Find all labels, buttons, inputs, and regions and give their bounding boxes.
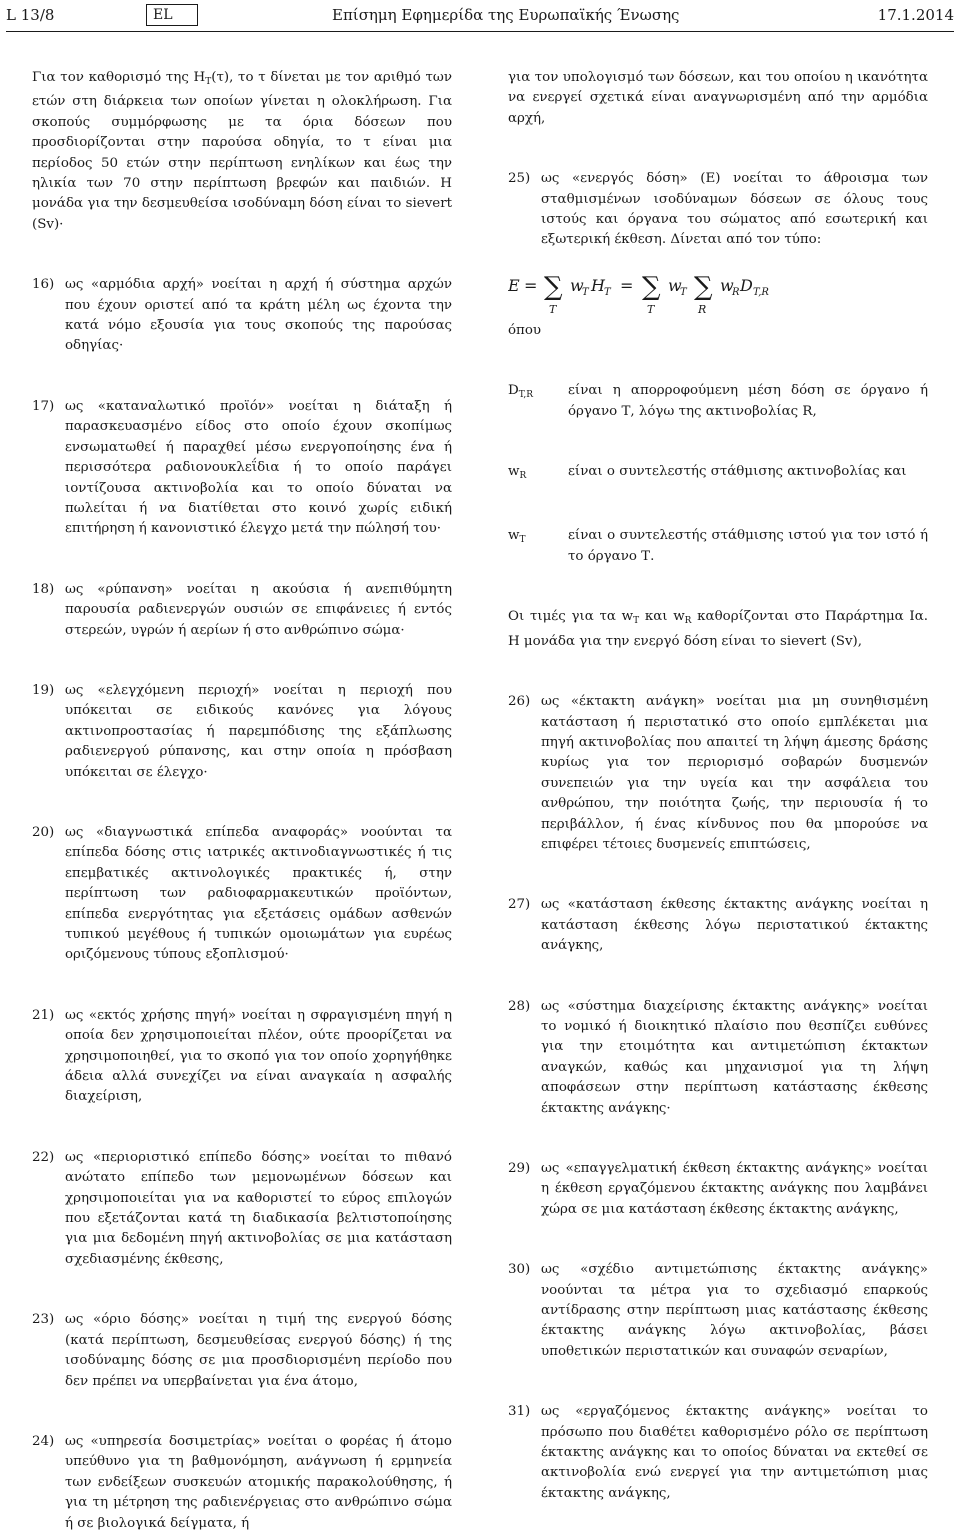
intro-pre: Για τον καθορισμό της H xyxy=(32,70,206,85)
item-text: ως «έκτακτη ανάγκη» νοείται μια μη συνηθισμένη κατάσταση ή περιστατικό στο οποίο εμπλέκεται μια πηγή ακτινοβολίας που απαιτεί τη λήψη άμεσης δράσης κυρίως για τον περιορισμό σοβαρών δυσμενών συνεπειών για την υγεία και την ασφάλεια του ανθρώπου, την ποιότητα ζωής, την περιουσία ή το περιβάλλον, ή ένας κίνδυνος που θα μπορούσε να επιφέρει τέτοιες δυσμενείς επιπτώσεις, xyxy=(541,694,928,852)
sum-symbol-3: ∑ xyxy=(694,271,713,302)
definition-21 xyxy=(32,1006,452,1108)
continuation-paragraph: για τον υπολογισμό των δόσεων, και του οποίου η ικανότητα να ενεργεί σχετικά είναι αναγνωρισμένη από την αρμόδια αρχή, xyxy=(508,70,928,126)
effective-dose-formula xyxy=(508,269,928,321)
item-text: ως «εκτός χρήσης πηγή» νοείται η σφραγισμένη πηγή η οποία δεν χρησιμοποιείται πλέον, ούτε προορίζεται να χρησιμοποιηθεί, για το σκοπό για τον οποίο χορηγήθηκε άδεια αλλά συνεχίζει να είναι αναγκαία η ασφαλής διαχείριση, xyxy=(65,1007,452,1105)
item-number: 19) xyxy=(32,682,55,698)
item-number: 31) xyxy=(508,1404,531,1420)
symbol-term: $w_R$ xyxy=(508,464,527,482)
language-code-box: EL xyxy=(146,4,198,26)
formula-lhs: E xyxy=(508,275,520,295)
item-text: ως «υπηρεσία δοσιμετρίας» νοείται ο φορέας ή άτομο υπεύθυνο για τη βαθμονόμηση, ανάγνωση ή ερμηνεία των ενδείξεων συσκευών ατομικής παρακολούθησης, ή για τη μέτρηση της ραδιενέργειας στο ανθρώπινο σώμα ή σε βιολογικά δείγματα, ή xyxy=(65,1433,452,1531)
formula-w-3: w xyxy=(720,275,734,295)
formula-w: w xyxy=(570,275,584,295)
item-text: ως «διαγνωστικά επίπεδα αναφοράς» νοούνται τα επίπεδα δόσης στις ιατρικές ακτινοδιαγνωστικές ή τις επεμβατικές ακτινολογικές πρακτικές ή, στην περίπτωση των ραδιοφαρμακευτικών προϊόντων, επίπεδα ενεργότητας για εξετάσεις ομάδων ασθενών τυπικού μεγέθους ή τυπικών ομοιωμάτων για ευρέως οριζόμενους τύπους εξοπλισμού· xyxy=(65,824,452,963)
formula-eq-2: = xyxy=(620,275,634,295)
page-header xyxy=(6,4,954,30)
sum-symbol-1: ∑ xyxy=(544,271,563,302)
issue-date: 17.1.2014 xyxy=(877,6,954,24)
item-text: ως «περιοριστικό επίπεδο δόσης» νοείται το πιθανό ανώτατο επίπεδο των μεμονωμένων δόσεων και χρησιμοποιείται για να καθοριστεί το εύρος επιλογών που εξετάζονται κατά τη διαδικασία βελτιστοποίησης για μια δεδομένη πηγή ακτινοβολίας σε μια κατάσταση σχεδιασμένης έκθεσης, xyxy=(65,1149,452,1267)
formula-w-2: w xyxy=(668,275,682,295)
formula-H-sub: T xyxy=(604,286,611,298)
item-text: ως «ενεργός δόση» (Ε) νοείται το άθροισμα των σταθμισμένων ισοδύναμων δόσεων σε όλους τους ιστούς και όργανα του σώματος από εσωτερική και εξωτερική έκθεση. Δίνεται από τον τύπο: xyxy=(541,171,928,248)
symbol-definition-wt xyxy=(508,526,928,567)
formula-D: D xyxy=(740,275,753,295)
symbol-definition-dtr xyxy=(508,381,928,422)
symbol-term: $D_{T,R}$ xyxy=(508,383,534,401)
item-number: 21) xyxy=(32,1007,55,1023)
weighting-values-paragraph: Οι τιμές για τα $w_T$ και $w_R$ καθορίζονται στο Παράρτημα Ια. Η μονάδα για την ενεργό δόση είναι το sievert (Sv), xyxy=(508,609,929,649)
definition-22 xyxy=(32,1148,452,1270)
symbol-term: $w_T$ xyxy=(508,528,526,546)
definition-27 xyxy=(508,895,928,956)
formula-w-3-sub: R xyxy=(732,286,740,298)
item-number: 20) xyxy=(32,824,55,840)
header-rule xyxy=(6,31,954,32)
item-text: ως «σύστημα διαχείρισης έκτακτης ανάγκης» νοείται το νομικό ή διοικητικό πλαίσιο που θεσπίζει ευθύνες για την ετοιμότητα και αντιμετώπιση έκτακτων αναγκών, καθώς και μηχανισμοί για τη λήψη αποφάσεων στην περίπτωση κατάστασης έκθεσης έκτακτης ανάγκης· xyxy=(541,998,928,1116)
item-number: 24) xyxy=(32,1433,55,1449)
formula-H: H xyxy=(591,275,605,295)
definition-31 xyxy=(508,1402,928,1504)
definition-16 xyxy=(32,275,452,357)
intro-sub: T xyxy=(205,77,212,87)
item-text: ως «όριο δόσης» νοείται η τιμή της ενεργού δόσης (κατά περίπτωση, δεσμευθείσας ενεργού δόσης) ή της ισοδύναμης δόσης σε μια προσδιορισμένη περίοδο που δεν πρέπει να υπερβαίνεται για ένα άτομο, xyxy=(65,1312,452,1389)
symbol-text: είναι ο συντελεστής στάθμισης ιστού για τον ιστό ή το όργανο Τ. xyxy=(568,528,928,564)
definition-26 xyxy=(508,692,928,855)
right-column xyxy=(508,68,928,1504)
page-number: L 13/8 xyxy=(6,6,55,24)
symbol-text: είναι ο συντελεστής στάθμισης ακτινοβολίας και xyxy=(568,464,907,480)
definition-20 xyxy=(32,823,452,966)
symbol-definition-wr xyxy=(508,462,928,486)
formula-D-sub: T,R xyxy=(753,286,769,298)
formula-w-2-sub: T xyxy=(680,286,687,298)
journal-title: Επίσημη Εφημερίδα της Ευρωπαϊκής Ένωσης xyxy=(332,6,680,24)
item-number: 27) xyxy=(508,897,531,913)
intro-post: (τ), το τ δίνεται με τον αριθμό των ετών στη διάρκεια των οποίων γίνεται η ολοκλήρωση. Για σκοπούς συμμόρφωσης με τα όρια δόσεων που προσδιορίζονται στην παρούσα οδηγία, το τ είναι μια περίοδος 50 ετών στην περίπτωση ενηλίκων και έως την ηλικία των 70 στην περίπτωση βρεφών και παιδιών. Η μονάδα για την δεσμευθείσα ισοδύναμη δόση είναι το sievert (Sv)· xyxy=(32,70,452,232)
definition-17 xyxy=(32,397,452,540)
definition-23 xyxy=(32,1310,452,1392)
sum-index-3: R xyxy=(698,302,707,316)
item-number: 30) xyxy=(508,1262,531,1278)
definition-25 xyxy=(508,169,928,251)
left-column xyxy=(32,68,452,1534)
item-text: ως «κατάσταση έκθεσης έκτακτης ανάγκης νοείται η κατάσταση έκθεσης λόγω περιστατικού έκτακτης ανάγκης, xyxy=(541,897,928,954)
sum-index-1: T xyxy=(549,302,557,316)
item-text: ως «επαγγελματική έκθεση έκτακτης ανάγκης» νοείται η έκθεση εργαζόμενου έκτακτης ανάγκης που λαμβάνει χώρα σε μια κατάσταση έκθεσης έκτακτης ανάγκης, xyxy=(541,1161,928,1217)
item-text: ως «ρύπανση» νοείται η ακούσια ή ανεπιθύμητη παρουσία ραδιενεργών ουσιών σε επιφάνειες ή εντός στερεών, υγρών ή αερίων ή στο ανθρώπινο σώμα· xyxy=(65,581,452,638)
item-number: 26) xyxy=(508,694,531,710)
formula-w-sub: T xyxy=(582,286,589,298)
definition-30 xyxy=(508,1260,928,1362)
item-text: ως «καταναλωτικό προϊόν» νοείται η διάταξη ή παρασκευασμένο είδος στο οποίο έχουν σκοπίμως ενσωματωθεί ή παραχθεί μέσω ενεργοποίησης ένα ή περισσότερα ραδιονουκλεΐδια ή το οποίο παράγει ιοντίζουσα ακτινοβολία και το οποίο δύναται να πωλείται ή να διατίθεται στο κοινό χωρίς ειδική επιτήρηση ή κανονιστικό έλεγχο μετά την πώλησή του· xyxy=(65,398,452,537)
sum-symbol-2: ∑ xyxy=(642,271,661,302)
definition-28 xyxy=(508,997,928,1119)
item-number: 18) xyxy=(32,581,55,597)
item-text: ως «σχέδιο αντιμετώπισης έκτακτης ανάγκης» νοούνται τα μέτρα για το σχεδιασμό επαρκούς αντίδρασης στην περίπτωση μιας κατάστασης έκθεσης έκτακτης ανάγκης λόγω ακτινοβολίας, βάσει υποθετικών περιστατικών και συναφών σεναρίων, xyxy=(541,1262,928,1359)
item-text: ως «εργαζόμενος έκτακτης ανάγκης» νοείται το πρόσωπο που διαθέτει καθορισμένο ρόλο σε περίπτωση έκτακτης ανάγκης και το οποίος δύναται να εκτεθεί σε ακτινοβολία ενώ ενεργεί για την αντιμετώπιση μιας έκτακτης ανάγκης, xyxy=(541,1404,928,1501)
item-number: 23) xyxy=(32,1312,55,1328)
item-text: ως «αρμόδια αρχή» νοείται η αρχή ή σύστημα αρχών που έχουν οριστεί από τα κράτη μέλη ως έχοντα την κατά νόμο εξουσία για τους σκοπούς της παρούσας οδηγίας· xyxy=(65,277,452,354)
item-number: 16) xyxy=(32,277,55,293)
definition-29 xyxy=(508,1159,928,1220)
where-label: όπου xyxy=(508,322,542,338)
item-text: ως «ελεγχόμενη περιοχή» νοείται η περιοχή που υπόκειται σε ειδικούς κανόνες για λόγους ακτινοπροστασίας ή παρεμπόδισης της εξάπλωσης ραδιενεργού ρύπανσης, και στην οποία η πρόσβαση υπόκειται σε έλεγχο· xyxy=(65,682,452,780)
item-number: 28) xyxy=(508,998,531,1014)
item-number: 25) xyxy=(508,171,531,187)
item-number: 22) xyxy=(32,1149,55,1165)
formula-eq: = xyxy=(524,275,538,295)
definition-24 xyxy=(32,1432,452,1534)
item-number: 17) xyxy=(32,398,55,414)
item-number: 29) xyxy=(508,1161,531,1176)
definition-19 xyxy=(32,681,452,783)
definition-18 xyxy=(32,580,452,641)
symbol-text: είναι η απορροφούμενη μέση δόση σε όργανο ή όργανο Τ, λόγω της ακτινοβολίας R, xyxy=(568,383,928,419)
intro-paragraph xyxy=(32,68,452,235)
sum-index-2: T xyxy=(647,302,655,316)
